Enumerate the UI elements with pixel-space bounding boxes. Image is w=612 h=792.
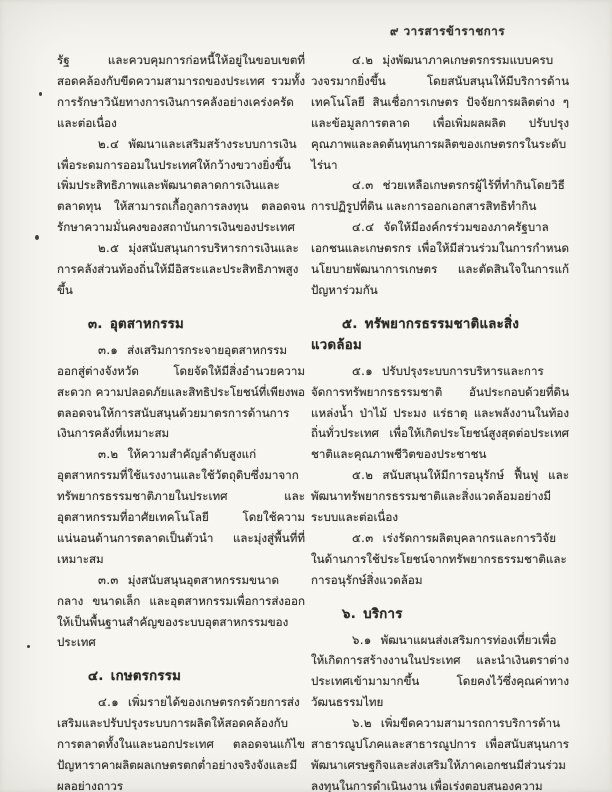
- item-number: ๓.๑: [98, 342, 119, 357]
- paragraph-item-3-1: [57, 340, 305, 445]
- paragraph-item-5-3: [311, 528, 569, 591]
- paragraph-text: ส่งเสริมการกระจายอุตสาหกรรมออกสู่ต่างจังหวัด โดยจัดให้มีสิ่งอำนวยความสะดวก ความปลอดภัยและสิทธิประโยชน์ที่เพียงพอ ตลอดจนให้การสนับสนุนด้วยมาตรการด้านการเงินการคลังที่เหมาะสม: [57, 342, 305, 441]
- scan-ink-speck: [27, 645, 30, 648]
- paragraph-text: พัฒนาและเสริมสร้างระบบการเงิน เพื่อระดมการออมในประเทศให้กว้างขวางยิ่งขึ้น เพิ่มประสิทธิภาพและพัฒนาตลาดการเงินและตลาดทุน ให้สามารถเกื้อกูลการลงทุน ตลอดจนรักษาความมั่นคงของสถาบันการเงินของประเทศ: [57, 136, 305, 235]
- section-number: ๕.: [342, 316, 358, 332]
- paragraph-item-6-1: [311, 630, 569, 714]
- section-title: อุตสาหกรรม: [109, 316, 185, 332]
- paragraph-text: รัฐ และควบคุมการก่อหนี้ให้อยู่ในขอบเขตที่สอดคล้องกับขีดความสามารถของประเทศ รวมทั้งการรักษาวินัยทางการเงินการคลังอย่างเคร่งครัดและต่อเนื่อง: [57, 53, 305, 130]
- paragraph-text: ช่วยเหลือเกษตรกรผู้ไร้ที่ทำกินโดยวิธีการปฏิรูปที่ดิน และการออกเอกสารสิทธิทำกิน: [311, 178, 565, 214]
- item-number: ๒.๔: [98, 136, 120, 151]
- paragraph-text: สนับสนุนให้มีการอนุรักษ์ ฟื้นฟู และพัฒนาทรัพยากรธรรมชาติและสิ่งแวดล้อมอย่างมีระบบและต่อเนื่อง: [311, 468, 569, 525]
- item-number: ๖.๒: [352, 716, 372, 731]
- scan-ink-speck: [35, 235, 39, 240]
- item-number: ๔.๑: [98, 695, 120, 710]
- item-number: ๕.๓: [352, 530, 374, 545]
- item-number: ๔.๓: [352, 178, 374, 193]
- section-heading-natural-resources: [311, 315, 569, 357]
- paragraph-item-2-5: [57, 238, 305, 301]
- paragraph-item-4-4: [311, 217, 569, 301]
- paragraph-text: เพิ่มขีดความสามารถการบริการด้านสาธารณูปโภคและสาธารณูปการ เพื่อสนับสนุนการพัฒนาเศรษฐกิจและส่งเสริมให้ภาคเอกชนมีส่วนร่วมลงทุนในการดำเนินงาน เพื่อเร่งตอบสนองความ: [311, 716, 569, 792]
- paragraph-text: เพิ่มรายได้ของเกษตรกรด้วยการส่งเสริมและปรับปรุงระบบการผลิตให้สอดคล้องกับการตลาดทั้งในและนอกประเทศ ตลอดจนแก้ไขปัญหาราคาผลิตผลเกษตรตกต่ำอย่างจริงจังและมีผลอย่างถาวร: [57, 695, 305, 792]
- section-number: ๓.: [88, 316, 103, 332]
- paragraph-item-6-2: [311, 713, 569, 792]
- paragraph-item-5-1: [311, 361, 569, 466]
- section-number: ๖.: [342, 606, 357, 622]
- paragraph-item-4-2: [311, 50, 569, 175]
- paragraph-text: เร่งรัดการผลิตบุคลากรและการวิจัยในด้านการใช้ประโยชน์จากทรัพยากรธรรมชาติและการอนุรักษ์สิ่งแวดล้อม: [311, 530, 567, 587]
- paragraph-item-3-2: [57, 444, 305, 569]
- item-number: ๓.๓: [98, 572, 119, 587]
- item-number: ๓.๒: [98, 447, 119, 462]
- item-number: ๕.๑: [352, 363, 374, 378]
- section-title: บริการ: [363, 606, 403, 622]
- left-text-column: [57, 50, 305, 792]
- section-title: เกษตรกรรม: [110, 669, 182, 685]
- paragraph-text: มุ่งสนับสนุนการบริหารการเงินและการคลังส่วนท้องถิ่นให้มีอิสระและประสิทธิภาพสูงขึ้น: [57, 241, 299, 297]
- page-number-and-journal-title: ๙ วารสารข้าราชการ: [390, 24, 506, 38]
- item-number: ๔.๔: [352, 220, 375, 235]
- section-heading-services: [311, 605, 569, 626]
- paragraph-item-5-2: [311, 465, 569, 528]
- right-text-column: [311, 50, 569, 792]
- paragraph-continuation: [57, 50, 305, 134]
- paragraph-item-4-1: [57, 692, 305, 792]
- paragraph-text: ปรับปรุงระบบการบริหารและการจัดการทรัพยากรธรรมชาติ อันประกอบด้วยที่ดิน แหล่งน้ำ ป่าไม้ ประมง แร่ธาตุ และพลังงานในท้องถิ่นทั่วประเทศ เพื่อให้เกิดประโยชน์สูงสุดต่อประเทศชาติและคุณภาพชีวิตของประชาชน: [311, 363, 569, 462]
- paragraph-text: พัฒนาแผนส่งเสริมการท่องเที่ยวเพื่อให้เกิดการสร้างงานในประเทศ และนำเงินตราต่างประเทศเข้ามามากขึ้น โดยคงไว้ซึ่งคุณค่าทางวัฒนธรรมไทย: [311, 632, 569, 710]
- item-number: ๒.๕: [98, 241, 120, 256]
- paragraph-item-4-3: [311, 175, 569, 217]
- paragraph-text: มุ่งสนับสนุนอุตสาหกรรมขนาดกลาง ขนาดเล็ก และอุตสาหกรรมเพื่อการส่งออกให้เป็นพื้นฐานสำคัญของระบบอุตสาหกรรมของประเทศ: [57, 572, 305, 650]
- section-number: ๔.: [88, 669, 104, 685]
- paragraph-text: ให้ความสำคัญลำดับสูงแก่อุตสาหกรรมที่ใช้แรงงานและใช้วัตถุดิบซึ่งมาจากทรัพยากรธรรมชาติภายในประเทศ และอุตสาหกรรมที่อาศัยเทคโนโลยี โดยใช้ความแน่นอนด้านการตลาดเป็นตัวนำ และมุ่งสู่พื้นที่ที่เหมาะสม: [57, 447, 305, 566]
- item-number: ๔.๒: [352, 53, 374, 67]
- item-number: ๖.๑: [352, 632, 372, 647]
- scan-ink-speck: [39, 92, 42, 96]
- section-heading-industry: [57, 315, 305, 336]
- paragraph-item-2-4: [57, 134, 305, 239]
- paragraph-item-3-3: [57, 570, 305, 654]
- paragraph-text: จัดให้มีองค์กรร่วมของภาครัฐบาล เอกชนและเกษตรกร เพื่อให้มีส่วนร่วมในการกำหนดนโยบายพัฒนาการเกษตร และตัดสินใจในการแก้ปัญหาร่วมกัน: [311, 220, 569, 297]
- section-title: ทรัพยากรธรรมชาติและสิ่งแวดล้อม: [311, 316, 520, 353]
- page-header: [390, 23, 505, 41]
- item-number: ๕.๒: [352, 468, 374, 483]
- paragraph-text: มุ่งพัฒนาภาคเกษตรกรรมแบบครบวงจรมากยิ่งขึ้น โดยสนับสนุนให้มีบริการด้านเทคโนโลยี สินเชื่อการเกษตร ปัจจัยการผลิตต่าง ๆ และข้อมูลการตลาด เพื่อเพิ่มผลผลิต ปรับปรุงคุณภาพและลดต้นทุนการผลิตของเกษตรกรในระดับไร่นา: [311, 53, 569, 172]
- section-heading-agriculture: [57, 667, 305, 688]
